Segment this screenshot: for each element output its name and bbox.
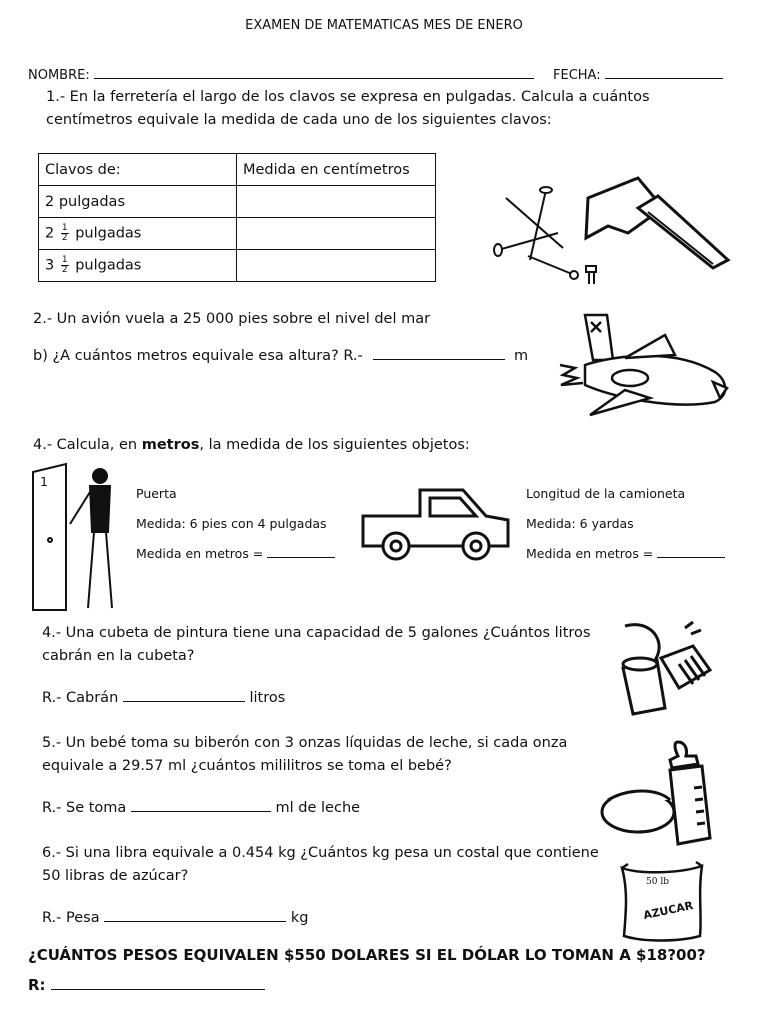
exam-title: EXAMEN DE MATEMATICAS MES DE ENERO <box>245 18 523 33</box>
door-measure: Medida: 6 pies con 4 pulgadas <box>136 516 327 531</box>
unit-label: pulgadas <box>58 193 125 210</box>
name-row <box>28 64 534 83</box>
question-2b-text: b) ¿A cuántos metros equivale esa altura? R.- <box>33 348 363 364</box>
truck-meters-row: Medida en metros = <box>526 539 725 569</box>
question-6: 6.- Si una libra equivale a 0.454 kg ¿Cuántos kg pesa un costal que contiene 50 libras de azúcar? <box>42 845 599 884</box>
ml-answer-field[interactable] <box>131 797 271 812</box>
nails-hammer-icon <box>488 178 738 288</box>
liters-answer-field[interactable] <box>123 687 245 702</box>
date-label: FECHA: <box>553 68 601 83</box>
question-5: 5.- Un bebé toma su biberón con 3 onzas líquidas de leche, si cada onza equivale a 29.57 ml ¿cuántos mililitros se toma el bebé? <box>42 735 568 774</box>
table-cell-answer[interactable] <box>237 186 436 218</box>
question-4b: 4.- Una cubeta de pintura tiene una capacidad de 5 galones ¿Cuántos litros cabrán en la cubeta? <box>42 625 591 664</box>
door-number: 1 <box>40 474 48 489</box>
question-1-line1: 1.- En la ferretería el largo de los clavos se expresa en pulgadas. Calcula a cuántos <box>46 89 650 105</box>
question-5-answer: R.- Se toma ml de leche <box>42 797 360 820</box>
question-6-answer: R.- Pesa kg <box>42 907 308 930</box>
door-title: Puerta <box>136 486 177 501</box>
table-cell-nail <box>39 250 237 282</box>
unit-label: pulgadas <box>75 257 142 274</box>
fraction: $\frac{1}{2}$ <box>61 223 68 243</box>
table-header-cm: Medida en centímetros <box>237 154 436 186</box>
altitude-answer-field[interactable] <box>373 345 505 360</box>
question-2: 2.- Un avión vuela a 25 000 pies sobre el nivel del mar <box>33 311 431 327</box>
sack-weight: 50 lb <box>646 877 669 887</box>
truck-block <box>526 479 725 569</box>
question-2b <box>33 345 528 368</box>
question-4a: 4.- Calcula, en metros, la medida de los siguientes objetos: <box>33 437 470 453</box>
unit-label: m <box>513 348 529 364</box>
airplane-icon <box>555 310 740 420</box>
table-cell-nail <box>39 218 237 250</box>
name-label: NOMBRE: <box>28 68 90 83</box>
table-cell-nail <box>39 186 237 218</box>
nails-table <box>38 153 436 282</box>
baby-bottle-icon <box>598 738 728 848</box>
sugar-sack-icon <box>618 862 706 942</box>
truck-meters-field[interactable] <box>657 546 725 558</box>
final-answer-field[interactable] <box>51 974 265 990</box>
whole-number: 2 <box>45 225 55 242</box>
table-cell-answer[interactable] <box>237 250 436 282</box>
truck-icon <box>358 488 516 562</box>
question-4b-answer: R.- Cabrán litros <box>42 687 285 710</box>
question-1 <box>46 86 650 132</box>
final-answer-row: R: <box>28 974 265 994</box>
unit-label: pulgadas <box>75 225 142 242</box>
whole-number: 3 <box>45 257 55 274</box>
final-question: ¿CUÁNTOS PESOS EQUIVALEN $550 DOLARES SI EL DÓLAR LO TOMAN A $18?00? <box>28 946 706 964</box>
name-field[interactable] <box>94 64 534 79</box>
paint-bucket-icon <box>615 618 715 718</box>
table-header-row <box>39 154 436 186</box>
kg-answer-field[interactable] <box>104 907 286 922</box>
door-meters-field[interactable] <box>267 546 335 558</box>
truck-measure: Medida: 6 yardas <box>526 516 634 531</box>
table-header-nails: Clavos de: <box>39 154 237 186</box>
door-block <box>136 479 335 569</box>
door-meters-row: Medida en metros = <box>136 539 335 569</box>
truck-title: Longitud de la camioneta <box>526 486 686 501</box>
table-row <box>39 186 436 218</box>
date-field[interactable] <box>605 64 723 79</box>
fraction: $\frac{1}{2}$ <box>61 255 68 275</box>
sack-label: AZUCAR <box>642 898 695 923</box>
whole-number: 2 <box>45 193 55 210</box>
date-row <box>553 64 723 83</box>
table-cell-answer[interactable] <box>237 218 436 250</box>
question-1-line2: centímetros equivale la medida de cada uno de los siguientes clavos: <box>46 112 552 128</box>
table-row <box>39 218 436 250</box>
table-row <box>39 250 436 282</box>
